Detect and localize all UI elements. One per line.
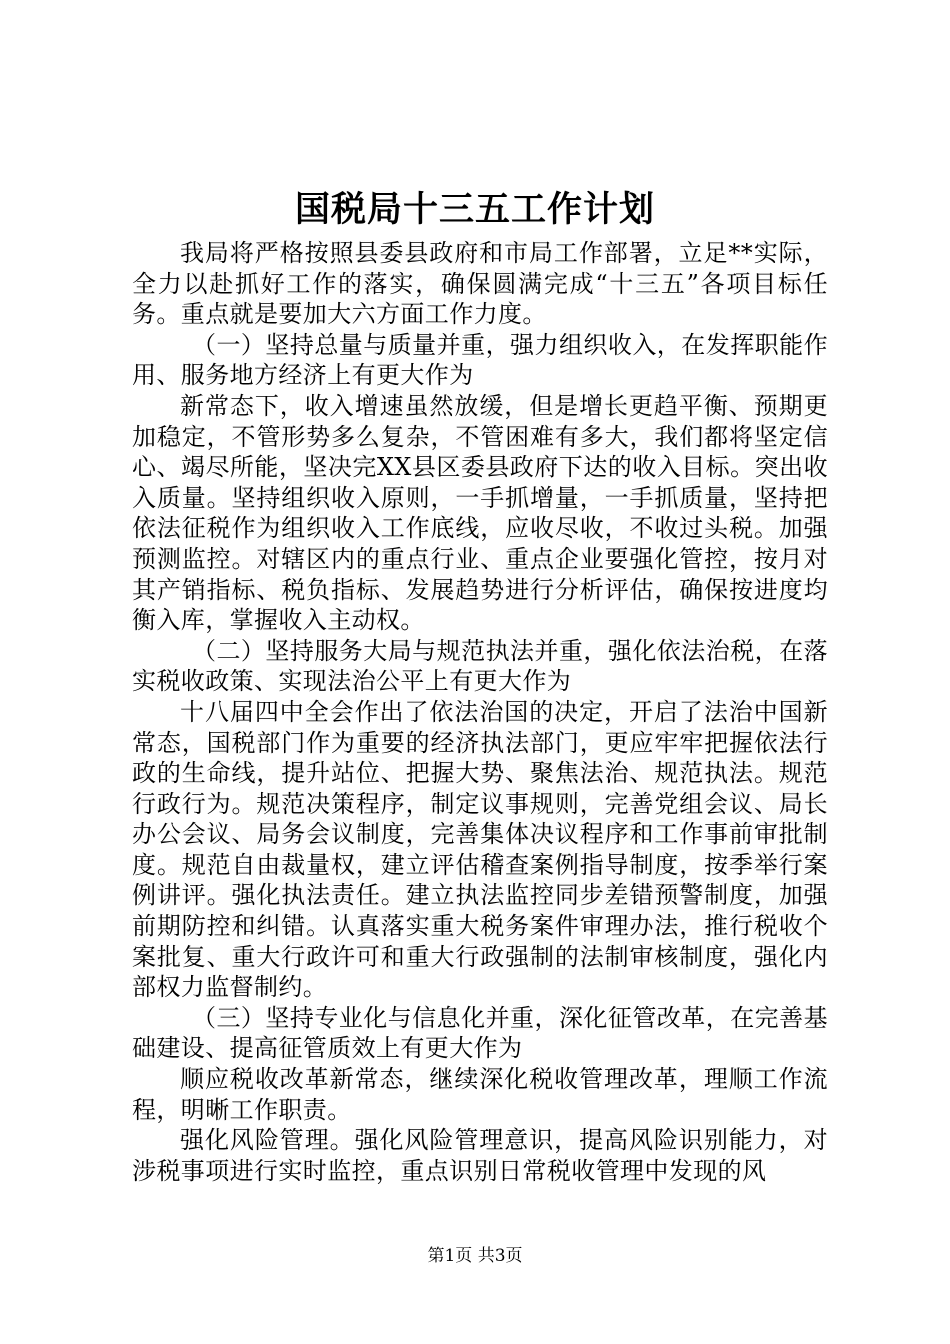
- paragraph: 我局将严格按照县委县政府和市局工作部署，立足**实际，全力以赴抓好工作的落实，确保圆满完成“十三五”各项目标任务。重点就是要加大六方面工作力度。: [132, 239, 828, 329]
- document-body: [132, 238, 828, 1186]
- paragraph: 十八届四中全会作出了依法治国的决定，开启了法治中国新常态，国税部门作为重要的经济执法部门，更应牢牢把握依法行政的生命线，提升站位、把握大势、聚焦法治、规范执法。规范行政行为。规范决策程序，制定议事规则，完善党组会议、局长办公会议、局务会议制度，完善集体决议程序和工作事前审批制度。规范自由裁量权，建立评估稽查案例指导制度，按季举行案例讲评。强化执法责任。建立执法监控同步差错预警制度，加强前期防控和纠错。认真落实重大税务案件审理办法，推行税收个案批复、重大行政许可和重大行政强制的法制审核制度，强化内部权力监督制约。: [132, 697, 828, 1002]
- section-heading: （二）坚持服务大局与规范执法并重，强化依法治税，在落实税收政策、实现法治公平上有更大作为: [132, 636, 828, 696]
- section-heading: （一）坚持总量与质量并重，强力组织收入，在发挥职能作用、服务地方经济上有更大作为: [132, 330, 828, 390]
- paragraph: 强化风险管理。强化风险管理意识，提高风险识别能力，对涉税事项进行实时监控，重点识别日常税收管理中发现的风: [132, 1126, 828, 1185]
- section-heading: （三）坚持专业化与信息化并重，深化征管改革，在完善基础建设、提高征管质效上有更大作为: [132, 1003, 828, 1063]
- page-number-footer: 第1页 共3页: [427, 1246, 523, 1266]
- paragraph: 新常态下，收入增速虽然放缓，但是增长更趋平衡、预期更加稳定，不管形势多么复杂，不管困难有多大，我们都将坚定信心、竭尽所能，坚决完XX县区委县政府下达的收入目标。突出收入质量。坚持组织收入原则，一手抓增量，一手抓质量，坚持把依法征税作为组织收入工作底线，应收尽收，不收过头税。加强预测监控。对辖区内的重点行业、重点企业要强化管控，按月对其产销指标、税负指标、发展趋势进行分析评估，确保按进度均衡入库，掌握收入主动权。: [132, 391, 828, 635]
- paragraph: 顺应税收改革新常态，继续深化税收管理改革，理顺工作流程，明晰工作职责。: [132, 1065, 828, 1124]
- document-title: 国税局十三五工作计划: [294, 189, 655, 230]
